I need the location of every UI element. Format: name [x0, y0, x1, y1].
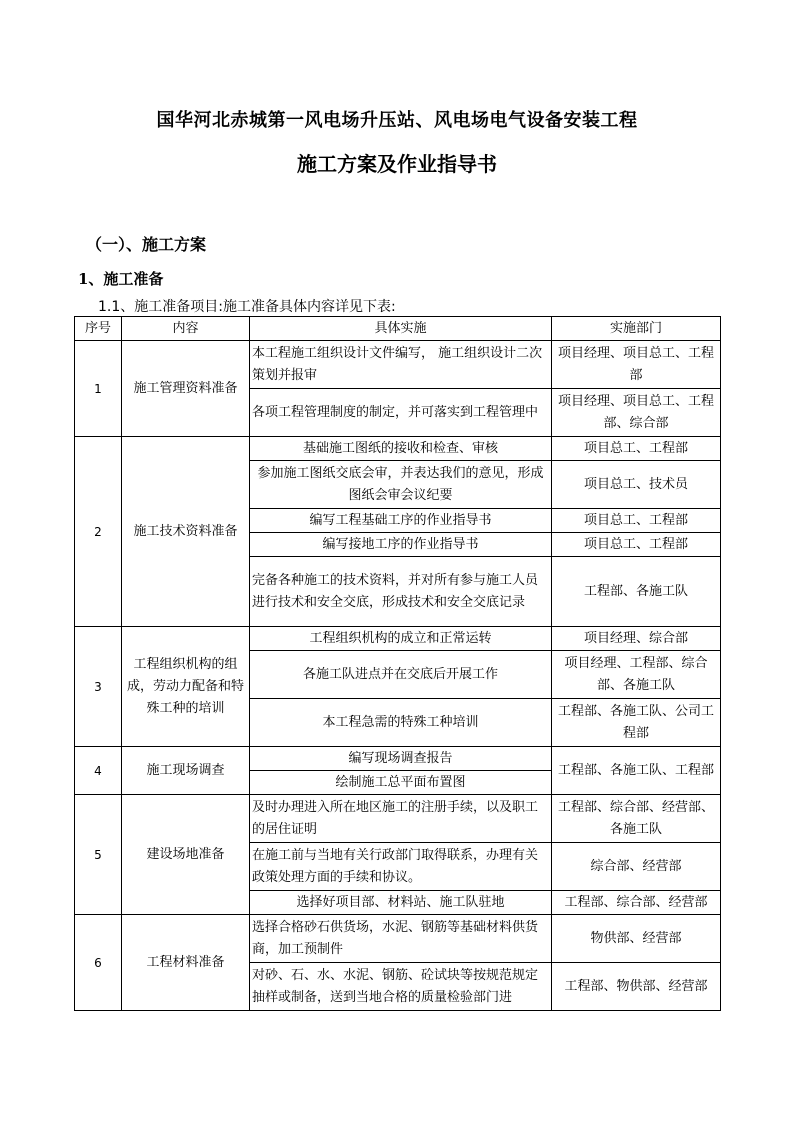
row-detail: 选择好项目部、材料站、施工队驻地 [250, 891, 552, 915]
row-department: 物供部、经营部 [552, 915, 721, 963]
row-detail: 编写接地工序的作业指导书 [250, 533, 552, 557]
row-content: 施工管理资料准备 [122, 341, 250, 437]
row-department: 工程部、各施工队、工程部 [552, 747, 721, 795]
row-detail: 对砂、石、水、水泥、钢筋、砼试块等按规范规定抽样或制备，送到当地合格的质量检验部门进 [250, 963, 552, 1011]
row-detail: 编写工程基础工序的作业指导书 [250, 509, 552, 533]
row-number: 1 [75, 341, 122, 437]
row-detail: 在施工前与当地有关行政部门取得联系，办理有关政策处理方面的手续和协议。 [250, 843, 552, 891]
header-cell: 序号 [75, 317, 122, 341]
row-content: 工程组织机构的组成，劳动力配备和特殊工种的培训 [122, 627, 250, 747]
row-detail: 基础施工图纸的接收和检查、审核 [250, 437, 552, 461]
section-heading: （一）、施工方案 [86, 235, 207, 254]
row-content: 施工技术资料准备 [122, 437, 250, 627]
header-cell: 内容 [122, 317, 250, 341]
row-department: 工程部、综合部、经营部 [552, 891, 721, 915]
table-row [75, 915, 721, 963]
row-number: 2 [75, 437, 122, 627]
row-number: 3 [75, 627, 122, 747]
row-detail: 完备各种施工的技术资料，并对所有参与施工人员进行技术和安全交底，形成技术和安全交底记录 [250, 557, 552, 627]
row-detail: 及时办理进入所在地区施工的注册手续，以及职工的居住证明 [250, 795, 552, 843]
table-header-row [75, 317, 721, 341]
row-department: 工程部、物供部、经营部 [552, 963, 721, 1011]
row-department: 项目总工、工程部 [552, 509, 721, 533]
header-cell: 实施部门 [552, 317, 721, 341]
table-row [75, 747, 721, 771]
row-number: 5 [75, 795, 122, 915]
row-detail: 各施工队进点并在交底后开展工作 [250, 651, 552, 699]
row-detail: 选择合格砂石供货场，水泥、钢筋等基础材料供货商，加工预制件 [250, 915, 552, 963]
row-content: 建设场地准备 [122, 795, 250, 915]
row-detail: 各项工程管理制度的制定，并可落实到工程管理中 [250, 389, 552, 437]
subsection-heading: 1、施工准备 [78, 270, 164, 288]
row-department: 项目总工、工程部 [552, 533, 721, 557]
row-department: 工程部、各施工队 [552, 557, 721, 627]
row-detail: 绘制施工总平面布置图 [250, 771, 552, 795]
row-detail: 参加施工图纸交底会审，并表达我们的意见，形成图纸会审会议纪要 [250, 461, 552, 509]
row-detail: 本工程施工组织设计文件编写， 施工组织设计二次策划并报审 [250, 341, 552, 389]
row-department: 项目经理、项目总工、工程部 [552, 341, 721, 389]
row-department: 综合部、经营部 [552, 843, 721, 891]
row-content: 施工现场调查 [122, 747, 250, 795]
row-detail: 工程组织机构的成立和正常运转 [250, 627, 552, 651]
row-detail: 编写现场调查报告 [250, 747, 552, 771]
row-department: 项目总工、工程部 [552, 437, 721, 461]
row-department: 项目总工、技术员 [552, 461, 721, 509]
header-cell: 具体实施 [250, 317, 552, 341]
row-content: 工程材料准备 [122, 915, 250, 1011]
table-row [75, 795, 721, 843]
table-row [75, 437, 721, 461]
row-department: 工程部、各施工队、公司工程部 [552, 699, 721, 747]
table-row [75, 341, 721, 389]
row-detail: 本工程急需的特殊工种培训 [250, 699, 552, 747]
row-department: 工程部、综合部、经营部、各施工队 [552, 795, 721, 843]
document-title: 国华河北赤城第一风电场升压站、风电场电气设备安装工程 [156, 110, 638, 131]
row-department: 项目经理、工程部、综合部、各施工队 [552, 651, 721, 699]
preparation-table [74, 316, 721, 1011]
row-department: 项目经理、综合部 [552, 627, 721, 651]
row-number: 4 [75, 747, 122, 795]
document-subtitle: 施工方案及作业指导书 [297, 152, 497, 176]
row-department: 项目经理、项目总工、工程部、综合部 [552, 389, 721, 437]
intro-text: 1.1、施工准备项目:施工准备具体内容详见下表: [98, 299, 396, 315]
row-number: 6 [75, 915, 122, 1011]
table-row [75, 627, 721, 651]
